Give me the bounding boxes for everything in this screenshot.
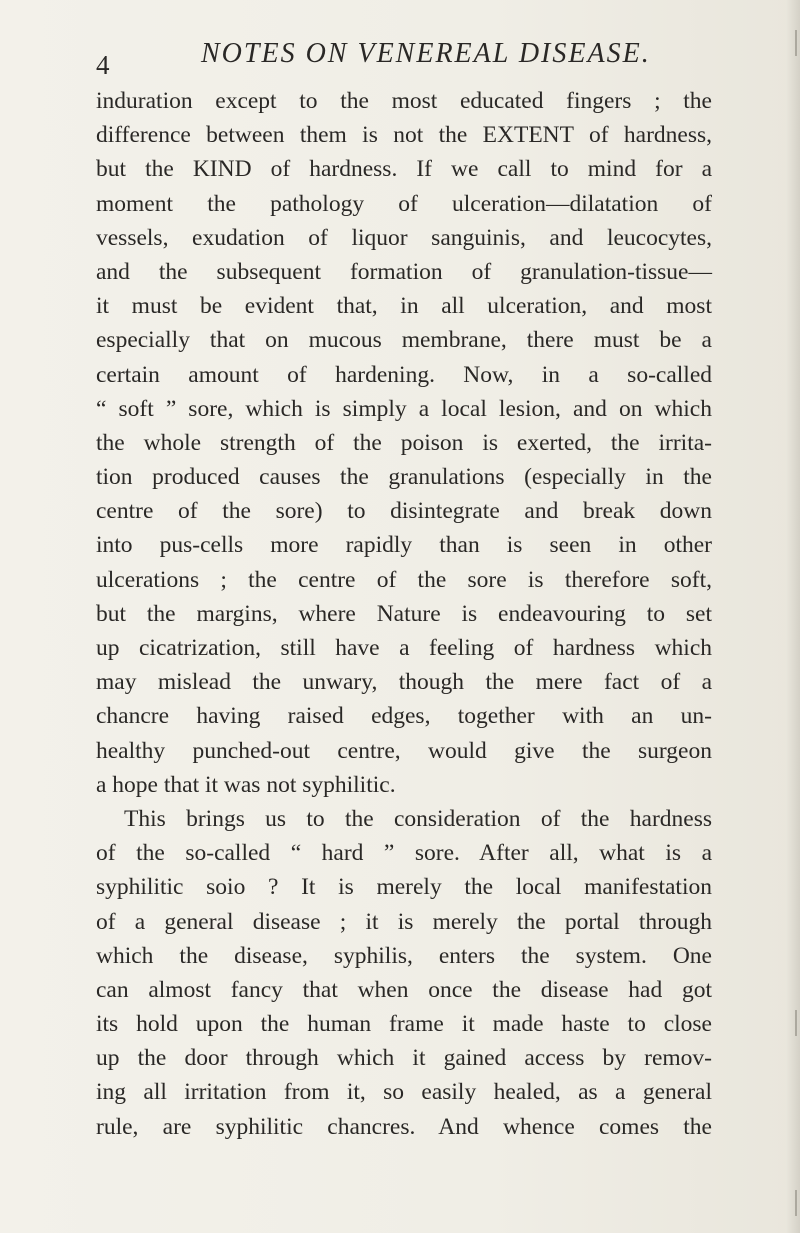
text-line: of a general disease ; it is merely the portal through <box>96 908 712 935</box>
text-line: rule, are syphilitic chancres. And whence comes the <box>96 1113 712 1140</box>
text-line: and the subsequent formation of granulation-tissue— <box>96 258 712 285</box>
text-line: especially that on mucous membrane, there must be a <box>96 327 712 354</box>
text-line: difference between them is not the EXTENT of hardness, <box>96 122 712 149</box>
text-line: chancre having raised edges, together with an un- <box>96 703 712 730</box>
page-header <box>96 38 716 78</box>
paragraph-end-line: a hope that it was not syphilitic. <box>96 771 396 798</box>
text-line: the whole strength of the poison is exerted, the irrita- <box>96 429 712 456</box>
text-line: moment the pathology of ulceration—dilatation of <box>96 190 712 217</box>
text-line: up the door through which it gained access by remov- <box>96 1045 712 1072</box>
page-number: 4 <box>96 50 110 80</box>
text-line: ing all irritation from it, so easily healed, as a general <box>96 1079 712 1106</box>
text-line: induration except to the most educated fingers ; the <box>96 88 712 114</box>
text-line: which the disease, syphilis, enters the system. One <box>96 942 712 969</box>
text-line: healthy punched-out centre, would give the surgeon <box>96 737 712 764</box>
page-edge-mark <box>795 30 797 56</box>
text-line: into pus-cells more rapidly than is seen in other <box>96 532 712 559</box>
text-line: of the so-called “ hard ” sore. After all, what is a <box>96 840 712 867</box>
text-line: its hold upon the human frame it made haste to close <box>96 1011 712 1038</box>
paragraph-start-line: This brings us to the consideration of the hardness <box>124 805 712 832</box>
text-line: but the margins, where Nature is endeavouring to set <box>96 600 712 627</box>
text-line: up cicatrization, still have a feeling of hardness which <box>96 635 712 661</box>
text-line: centre of the sore) to disintegrate and break down <box>96 498 712 525</box>
text-line: but the KIND of hardness. If we call to mind for a <box>96 156 712 183</box>
text-line: can almost fancy that when once the disease had got <box>96 976 712 1003</box>
text-line: vessels, exudation of liquor sanguinis, and leucocytes, <box>96 224 712 251</box>
text-line: syphilitic soio ? It is merely the local manifestation <box>96 874 712 901</box>
page-edge-mark <box>795 1190 797 1216</box>
text-line: may mislead the unwary, though the mere fact of a <box>96 669 712 696</box>
text-line: tion produced causes the granulations (especially in the <box>96 464 712 491</box>
text-line: it must be evident that, in all ulceration, and most <box>96 293 712 320</box>
page-edge-shadow <box>786 0 800 1233</box>
running-head: NOTES ON VENEREAL DISEASE. <box>201 38 651 69</box>
text-line: certain amount of hardening. Now, in a so-called <box>96 361 712 388</box>
page-edge-mark <box>795 1010 797 1036</box>
text-line: ulcerations ; the centre of the sore is therefore soft, <box>96 566 712 593</box>
body-text <box>96 84 712 1144</box>
text-line: “ soft ” sore, which is simply a local lesion, and on which <box>96 395 712 422</box>
